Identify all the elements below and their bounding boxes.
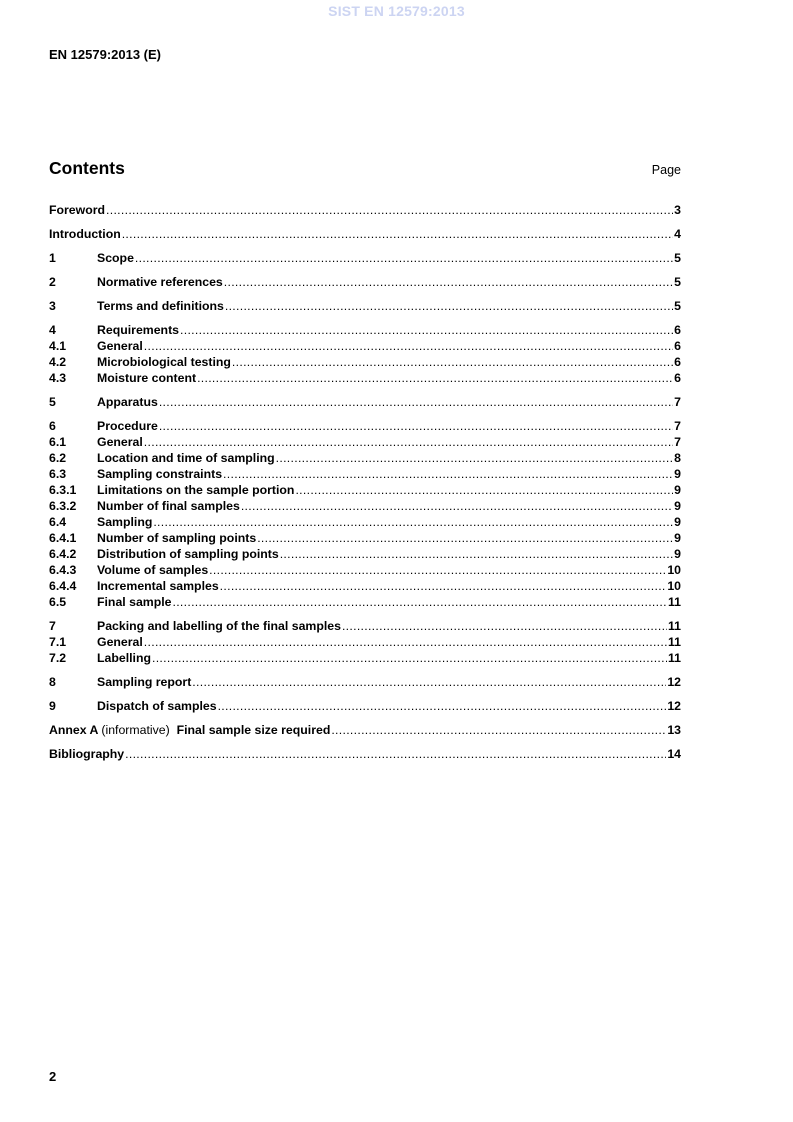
toc-entry-page: 6 xyxy=(674,323,681,337)
document-id: EN 12579:2013 (E) xyxy=(49,47,162,62)
toc-entry-page: 6 xyxy=(674,355,681,369)
toc-entry-1[interactable] xyxy=(49,250,681,266)
toc-entry-page: 12 xyxy=(667,675,681,689)
contents-title: Contents xyxy=(49,158,125,178)
toc-entry-6-3[interactable] xyxy=(49,466,681,482)
toc-leader-dots xyxy=(106,202,673,218)
toc-entry-6-3-2[interactable] xyxy=(49,498,681,514)
toc-entry-5[interactable] xyxy=(49,394,681,410)
toc-entry-bibliography[interactable] xyxy=(49,746,681,762)
toc-entry-page: 11 xyxy=(668,635,681,649)
toc-entry-6-5[interactable] xyxy=(49,594,681,610)
toc-entry-page: 5 xyxy=(674,251,681,265)
toc-leader-dots xyxy=(173,594,668,610)
toc-leader-dots xyxy=(197,370,673,386)
toc-leader-dots xyxy=(224,274,673,290)
toc-entry-title: Sampling constraints xyxy=(97,467,223,481)
toc-entry-title: Volume of samples xyxy=(97,563,209,577)
toc-entry-page: 7 xyxy=(674,435,681,449)
toc-entry-page: 12 xyxy=(667,699,681,713)
toc-entry-title xyxy=(49,722,330,738)
toc-entry-page: 6 xyxy=(674,371,681,385)
toc-entry-page: 4 xyxy=(674,227,681,241)
toc-entry-page: 3 xyxy=(674,203,681,217)
toc-entry-page: 10 xyxy=(667,563,681,577)
toc-entry-number: 4 xyxy=(49,323,56,337)
toc-entry-page: 9 xyxy=(674,515,681,529)
toc-leader-dots xyxy=(209,562,666,578)
toc-entry-title: Incremental samples xyxy=(97,579,219,593)
toc-entry-number: 2 xyxy=(49,275,56,289)
table-of-contents xyxy=(49,202,681,762)
toc-entry-number: 4.1 xyxy=(49,339,67,353)
toc-entry-6-4-2[interactable] xyxy=(49,546,681,562)
toc-entry-number: 6.4.1 xyxy=(49,531,77,545)
toc-entry-title: Apparatus xyxy=(97,395,158,409)
toc-leader-dots xyxy=(225,298,673,314)
toc-entry-title: General xyxy=(97,435,143,449)
toc-entry-title: Foreword xyxy=(49,203,106,217)
toc-entry-foreword[interactable] xyxy=(49,202,681,218)
toc-entry-number: 6.1 xyxy=(49,435,67,449)
toc-entry-title: Dispatch of samples xyxy=(97,699,217,713)
toc-entry-2[interactable] xyxy=(49,274,681,290)
toc-entry-number: 6.3.2 xyxy=(49,499,77,513)
toc-entry-number: 1 xyxy=(49,251,56,265)
toc-leader-dots xyxy=(232,354,673,370)
toc-leader-dots xyxy=(276,450,674,466)
toc-leader-dots xyxy=(144,634,667,650)
toc-leader-dots xyxy=(159,394,673,410)
toc-entry-page: 9 xyxy=(674,547,681,561)
toc-entry-title: General xyxy=(97,635,143,649)
toc-entry-title: Terms and definitions xyxy=(97,299,224,313)
toc-entry-title: Limitations on the sample portion xyxy=(97,483,295,497)
toc-leader-dots xyxy=(280,546,673,562)
toc-entry-number: 5 xyxy=(49,395,56,409)
toc-entry-title: Labelling xyxy=(97,651,151,665)
toc-entry-title: Bibliography xyxy=(49,747,125,761)
toc-entry-page: 9 xyxy=(674,531,681,545)
toc-leader-dots xyxy=(122,226,673,242)
toc-leader-dots xyxy=(153,514,673,530)
toc-entry-page: 13 xyxy=(667,723,681,737)
toc-entry-title: Scope xyxy=(97,251,134,265)
toc-leader-dots xyxy=(125,746,666,762)
toc-entry-annex-a[interactable] xyxy=(49,722,681,738)
toc-entry-number: 6.2 xyxy=(49,451,67,465)
toc-entry-7[interactable] xyxy=(49,618,681,634)
toc-leader-dots xyxy=(220,578,667,594)
toc-entry-title: Moisture content xyxy=(97,371,197,385)
toc-entry-title: Normative references xyxy=(97,275,223,289)
toc-entry-page: 9 xyxy=(674,467,681,481)
toc-entry-number: 9 xyxy=(49,699,56,713)
toc-entry-introduction[interactable] xyxy=(49,226,681,242)
toc-entry-page: 11 xyxy=(668,651,681,665)
toc-entry-page: 14 xyxy=(667,747,681,761)
toc-leader-dots xyxy=(159,418,673,434)
toc-entry-number: 6.4.2 xyxy=(49,547,77,561)
page-column-heading: Page xyxy=(651,163,681,177)
toc-entry-title: Location and time of sampling xyxy=(97,451,275,465)
toc-entry-page: 5 xyxy=(674,299,681,313)
toc-entry-6[interactable] xyxy=(49,418,681,434)
toc-entry-number: 4.2 xyxy=(49,355,67,369)
toc-entry-number: 6.4.4 xyxy=(49,579,77,593)
toc-entry-6-4-1[interactable] xyxy=(49,530,681,546)
toc-leader-dots xyxy=(342,618,667,634)
toc-entry-4[interactable] xyxy=(49,322,681,338)
toc-entry-page: 9 xyxy=(674,483,681,497)
toc-leader-dots xyxy=(218,698,667,714)
toc-entry-number: 6 xyxy=(49,419,56,433)
toc-entry-title: Number of final samples xyxy=(97,499,240,513)
toc-leader-dots xyxy=(144,338,673,354)
toc-entry-4-1[interactable] xyxy=(49,338,681,354)
annex-label: Annex A xyxy=(49,723,98,737)
toc-entry-title: Packing and labelling of the final samples xyxy=(97,619,341,633)
toc-entry-number: 8 xyxy=(49,675,56,689)
toc-entry-page: 11 xyxy=(668,619,681,633)
toc-entry-title: Requirements xyxy=(97,323,180,337)
toc-entry-6-3-1[interactable] xyxy=(49,482,681,498)
toc-entry-number: 6.5 xyxy=(49,595,67,609)
toc-entry-page: 7 xyxy=(674,395,681,409)
toc-leader-dots xyxy=(295,482,673,498)
toc-entry-title: Microbiological testing xyxy=(97,355,231,369)
toc-entry-6-4-3[interactable] xyxy=(49,562,681,578)
toc-entry-6-1[interactable] xyxy=(49,434,681,450)
toc-entry-number: 7.1 xyxy=(49,635,67,649)
toc-entry-number: 3 xyxy=(49,299,56,313)
toc-entry-page: 9 xyxy=(674,499,681,513)
toc-entry-page: 8 xyxy=(674,451,681,465)
toc-leader-dots xyxy=(257,530,673,546)
toc-entry-number: 7 xyxy=(49,619,56,633)
toc-entry-7-1[interactable] xyxy=(49,634,681,650)
toc-entry-title: Sampling report xyxy=(97,675,192,689)
toc-entry-7-2[interactable] xyxy=(49,650,681,666)
toc-entry-4-3[interactable] xyxy=(49,370,681,386)
toc-entry-page: 10 xyxy=(667,579,681,593)
toc-entry-9[interactable] xyxy=(49,698,681,714)
toc-entry-title: Sampling xyxy=(97,515,153,529)
toc-entry-page: 5 xyxy=(674,275,681,289)
annex-informative-note: (informative) xyxy=(101,723,170,737)
toc-entry-number: 6.4.3 xyxy=(49,563,77,577)
toc-entry-page: 11 xyxy=(668,595,681,609)
toc-entry-title: General xyxy=(97,339,143,353)
page-number: 2 xyxy=(49,1069,57,1084)
toc-entry-number: 6.3 xyxy=(49,467,67,481)
toc-entry-8[interactable] xyxy=(49,674,681,690)
toc-entry-title: Introduction xyxy=(49,227,121,241)
toc-leader-dots xyxy=(331,722,666,738)
toc-entry-number: 7.2 xyxy=(49,651,67,665)
toc-leader-dots xyxy=(152,650,667,666)
toc-entry-title: Final sample xyxy=(97,595,172,609)
toc-entry-page: 7 xyxy=(674,419,681,433)
toc-leader-dots xyxy=(144,434,673,450)
toc-leader-dots xyxy=(180,322,673,338)
annex-title: Final sample size required xyxy=(176,723,331,737)
toc-leader-dots xyxy=(241,498,673,514)
toc-entry-title: Procedure xyxy=(97,419,158,433)
toc-entry-page: 6 xyxy=(674,339,681,353)
toc-entry-title: Distribution of sampling points xyxy=(97,547,279,561)
toc-leader-dots xyxy=(192,674,666,690)
toc-leader-dots xyxy=(223,466,673,482)
toc-entry-number: 6.3.1 xyxy=(49,483,77,497)
toc-entry-4-2[interactable] xyxy=(49,354,681,370)
toc-entry-6-2[interactable] xyxy=(49,450,681,466)
toc-entry-6-4-4[interactable] xyxy=(49,578,681,594)
toc-entry-number: 6.4 xyxy=(49,515,67,529)
toc-entry-title: Number of sampling points xyxy=(97,531,257,545)
watermark: SIST EN 12579:2013 xyxy=(328,3,465,19)
toc-leader-dots xyxy=(135,250,673,266)
toc-entry-6-4[interactable] xyxy=(49,514,681,530)
toc-entry-3[interactable] xyxy=(49,298,681,314)
toc-entry-number: 4.3 xyxy=(49,371,67,385)
